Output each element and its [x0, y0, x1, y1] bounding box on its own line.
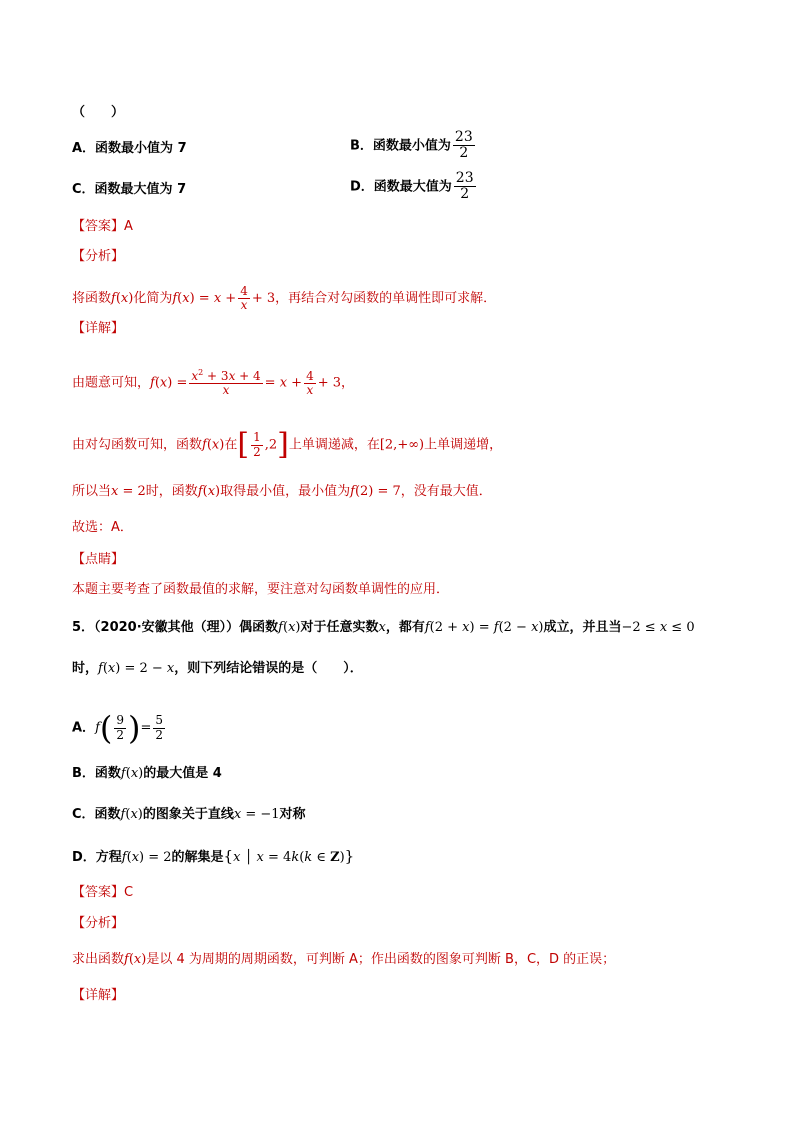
- q4-detail-line1: 由题意可知，f(x) = $\frac{x^2 + 3x + 4}{x}$ = x + $\frac{4}{x}$ + 3，: [72, 368, 355, 398]
- q4-point-text: 本题主要考查了函数最值的求解，要注意对勾函数单调性的应用．: [72, 582, 450, 597]
- q4-option-b: [350, 130, 477, 162]
- q5-option-c-pre: C．函数: [72, 807, 121, 822]
- q5-answer: [72, 884, 133, 902]
- q4-d2-mid2: 上单调递减，在: [288, 437, 380, 453]
- q5-option-d: D．方程f(x) = 2的解集是{x │ x = 4k(k ∈ Z)}: [72, 847, 355, 865]
- q5-option-a-label: A．: [72, 720, 96, 736]
- q4-detail-line3: 所以当x = 2时，函数f(x)取得最小值，最小值为f(2) = 7，没有最大值．: [72, 484, 492, 499]
- q4-d3-pre: 所以当: [72, 484, 112, 499]
- q4-option-d-den: 2: [460, 186, 470, 203]
- q4-option-d: [350, 171, 478, 203]
- q5-stem-e: 时，: [72, 661, 99, 676]
- q5-stem-d: 成立，并且当: [543, 620, 622, 635]
- q4-option-b-den: 2: [459, 145, 469, 162]
- q5-stem-f: ，则下列结论错误的是（ ）．: [174, 661, 363, 676]
- q4-answer-tag: 【答案】: [72, 219, 125, 234]
- q5-analysis-text: 求出函数f(x)是以 4 为周期的周期函数，可判断 A；作出函数的图象可判断 B，C，D 的正误；: [72, 952, 616, 967]
- q5-option-c-post: 对称: [279, 807, 306, 822]
- q4-d2-pre: 由对勾函数可知，函数: [72, 437, 203, 453]
- q5-analysis-tag: 【分析】: [72, 916, 125, 931]
- q4-option-a: A．函数最小值为 7: [72, 141, 187, 156]
- q5-option-b-pre: B．函数: [72, 766, 121, 781]
- q4-d3-post: ，没有最大值．: [400, 484, 492, 499]
- q4-option-d-text: D．函数最大值为: [350, 179, 452, 195]
- q5-analysis-post: 是以 4 为周期的周期函数，可判断 A；作出函数的图象可判断 B，C，D 的正误；: [146, 952, 616, 967]
- q5-stem-line2: 时，f(x) = 2 − x，则下列结论错误的是（ ）．: [72, 661, 363, 676]
- q4-answer: [72, 218, 133, 236]
- q5-option-d-mid: 的解集是: [171, 850, 224, 865]
- q4-option-b-text: B．函数最小值为: [350, 138, 451, 154]
- q4-analysis-mid: 化简为: [133, 291, 173, 307]
- q5-stem-b: 对于任意实数: [300, 620, 379, 635]
- q5-option-b: B．函数f(x)的最大值是 4: [72, 766, 222, 781]
- q4-option-c: C．函数最大值为 7: [72, 182, 187, 197]
- q5-option-c-mid: 的图象关于直线: [142, 807, 234, 822]
- q4-option-b-num: 23: [454, 129, 473, 145]
- q4-detail-tag: 【详解】: [72, 321, 125, 336]
- q5-stem-c: ，都有: [385, 620, 425, 635]
- q4-point-tag: 【点睛】: [72, 552, 125, 567]
- q4-paren: （ ）: [72, 105, 125, 120]
- q5-option-c: C．函数f(x)的图象关于直线x = −1对称: [72, 807, 306, 822]
- q4-detail-line4: 故选：A．: [72, 520, 133, 535]
- q5-answer-tag: 【答案】: [72, 885, 125, 900]
- formula-fx: f: [111, 291, 116, 307]
- q4-option-d-num: 23: [455, 170, 474, 186]
- q4-detail-line2: 由对勾函数可知，函数f(x)在[ $\frac{1}{2}$ ,2]上单调递减，在[2,+∞)上单调递增，: [72, 427, 503, 462]
- q5-option-b-post: 的最大值是 4: [143, 766, 222, 781]
- q4-d2-post: 上单调递增，: [424, 437, 503, 453]
- q4-analysis-tag: 【分析】: [72, 249, 125, 264]
- q5-option-a: A．f( $\frac{9}{2}$ )= $\frac{5}{2}$: [72, 709, 164, 747]
- q5-answer-value: C: [124, 885, 134, 900]
- q5-analysis-pre: 求出函数: [72, 952, 125, 967]
- q4-analysis-text: 将函数f(x)化简为f(x) = x + $\frac{4}{x}$ + 3，再结合对勾函数的单调性即可求解．: [72, 284, 497, 313]
- q4-analysis-post: ，再结合对勾函数的单调性即可求解．: [275, 291, 497, 307]
- q5-option-d-pre: D．方程: [72, 850, 122, 865]
- q4-d3-mid2: 取得最小值，最小值为: [220, 484, 351, 499]
- q4-d3-mid: 时，函数: [145, 484, 198, 499]
- q5-stem-line1: 5．（2020·安徽其他（理））偶函数f(x)对于任意实数x，都有f(2 + x) = f(2 − x)成立，并且当−2 ≤ x ≤ 0: [72, 620, 695, 635]
- q5-stem-a: 5．（2020·安徽其他（理））偶函数: [72, 620, 279, 635]
- q4-answer-value: A: [124, 219, 133, 234]
- q5-detail-tag: 【详解】: [72, 988, 125, 1003]
- q4-d1-pre: 由题意可知，: [72, 375, 151, 391]
- q4-d2-mid: 在: [224, 437, 238, 453]
- q4-analysis-pre: 将函数: [72, 291, 112, 307]
